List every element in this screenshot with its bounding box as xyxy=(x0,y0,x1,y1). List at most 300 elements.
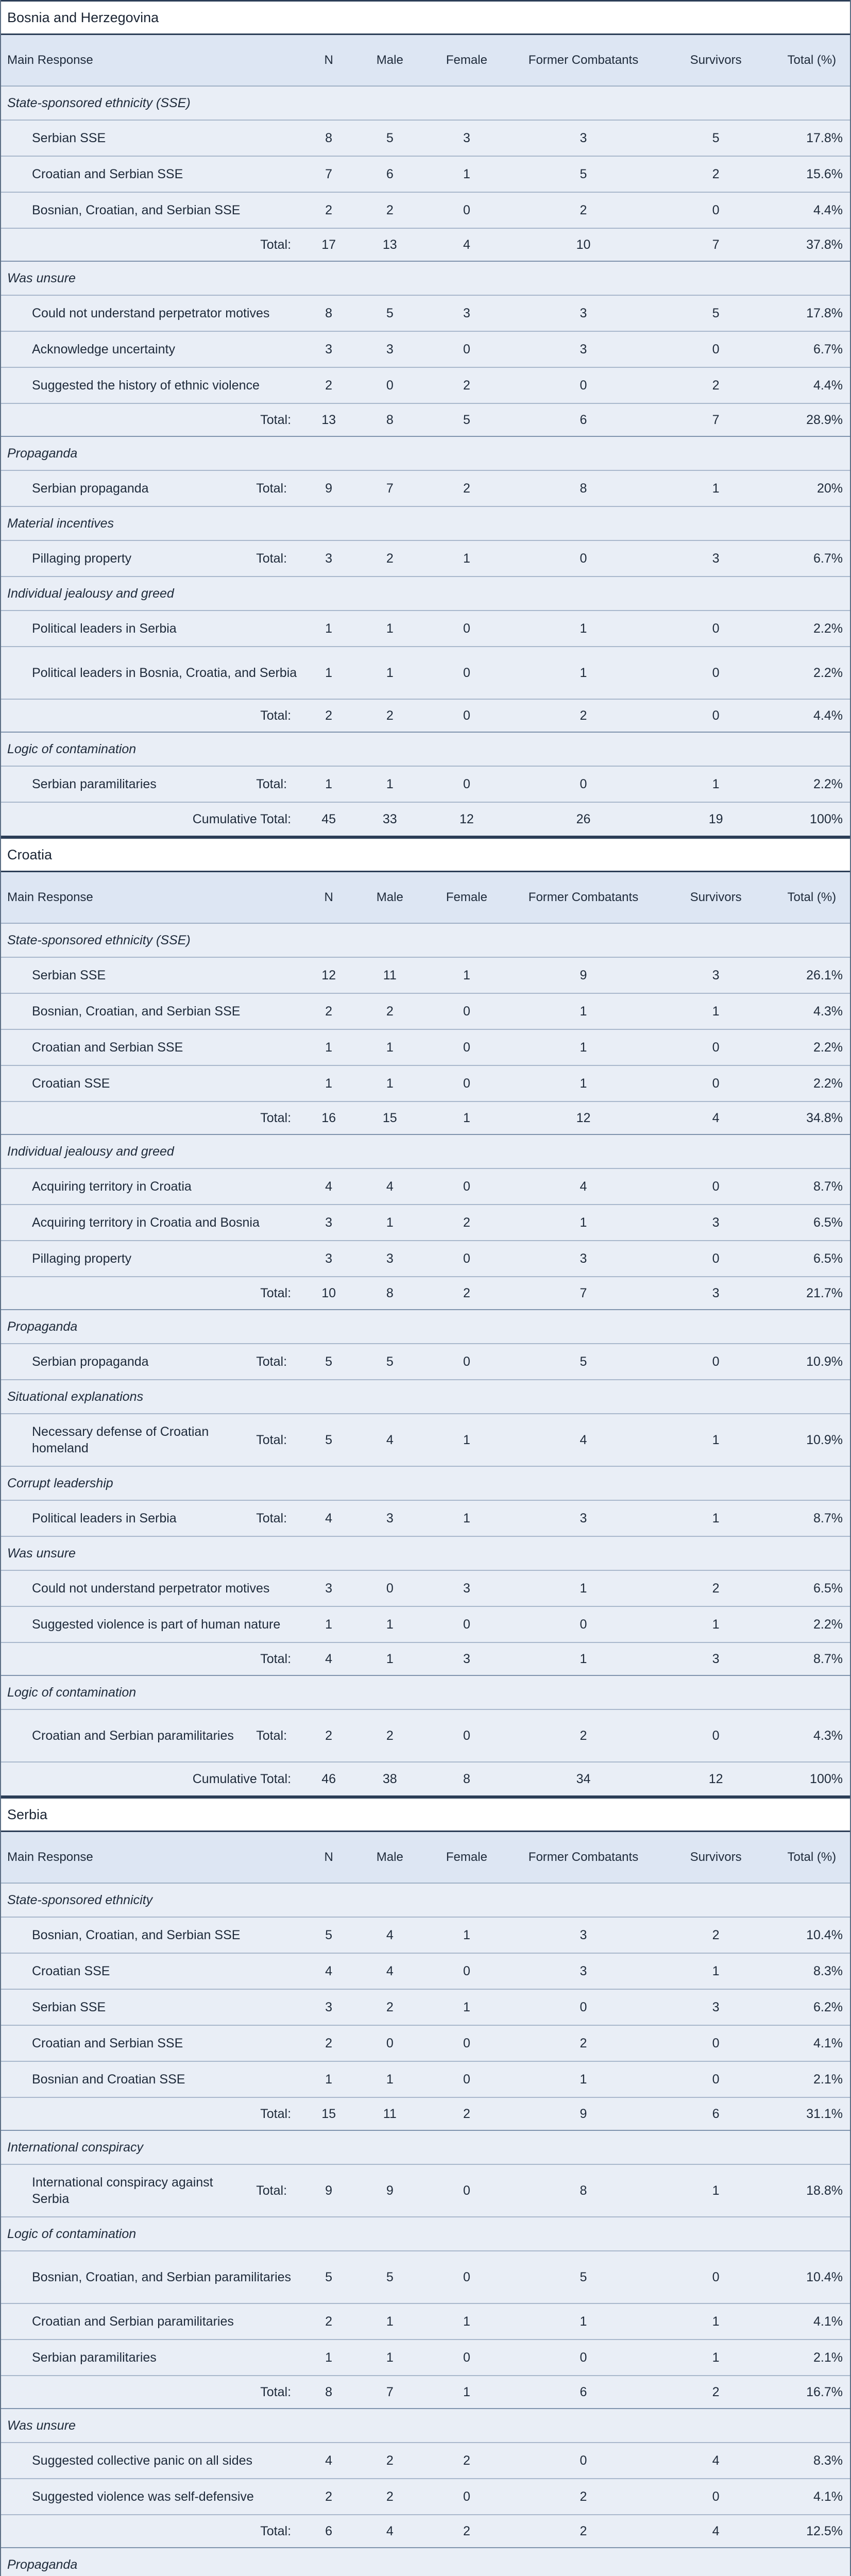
combatants-cell: 1 xyxy=(508,1570,658,1606)
table-row xyxy=(1,1500,850,1536)
cumulative-total-label: Cumulative Total: xyxy=(1,1762,302,1797)
male-cell: 1 xyxy=(355,611,424,647)
row-label: Bosnian, Croatian, and Serbian SSE xyxy=(1,993,302,1029)
combatants-cell: 0 xyxy=(508,2340,658,2376)
n-cell: 7 xyxy=(302,156,355,192)
male-cell: 2 xyxy=(355,1709,424,1762)
n-cell: 2 xyxy=(302,993,355,1029)
table-title: Croatia xyxy=(1,838,850,872)
total-label: Total: xyxy=(256,776,287,791)
table-row xyxy=(1,1065,850,1101)
combatants-cell: 4 xyxy=(508,1414,658,1466)
row-label xyxy=(1,1344,302,1380)
survivors-cell: 0 xyxy=(658,1344,774,1380)
table-row xyxy=(1,2303,850,2340)
female-cell: 8 xyxy=(424,1762,508,1797)
survivors-cell: 0 xyxy=(658,647,774,699)
male-cell: 4 xyxy=(355,1953,424,1989)
combatants-cell: 6 xyxy=(508,403,658,436)
female-cell: 0 xyxy=(424,1241,508,1277)
table-row xyxy=(1,2061,850,2097)
category-row xyxy=(1,1380,850,1414)
survivors-cell: 1 xyxy=(658,2164,774,2217)
male-cell: 6 xyxy=(355,156,424,192)
female-cell: 0 xyxy=(424,611,508,647)
survivors-cell: 1 xyxy=(658,470,774,506)
combatants-cell: 3 xyxy=(508,295,658,331)
pct-cell: 37.8% xyxy=(774,228,850,261)
female-cell: 0 xyxy=(424,2479,508,2515)
combatants-cell: 9 xyxy=(508,2097,658,2130)
total-label: Total: xyxy=(1,228,302,261)
combatants-cell: 5 xyxy=(508,2251,658,2303)
n-cell: 17 xyxy=(302,228,355,261)
pct-cell: 18.8% xyxy=(774,2164,850,2217)
pct-cell: 6.5% xyxy=(774,1570,850,1606)
male-cell: 13 xyxy=(355,228,424,261)
table-row xyxy=(1,2443,850,2479)
table-row xyxy=(1,1029,850,1065)
male-cell: 1 xyxy=(355,766,424,802)
category-row xyxy=(1,732,850,766)
n-cell: 3 xyxy=(302,540,355,577)
row-label: Suggested the history of ethnic violence xyxy=(1,367,302,403)
total-label: Total: xyxy=(256,1354,287,1369)
pct-cell: 2.1% xyxy=(774,2340,850,2376)
n-cell: 1 xyxy=(302,647,355,699)
survivors-cell: 1 xyxy=(658,1500,774,1536)
pct-cell: 16.7% xyxy=(774,2376,850,2409)
row-label: Suggested violence is part of human nature xyxy=(1,1606,302,1642)
total-label: Total: xyxy=(1,2376,302,2409)
male-cell: 4 xyxy=(355,1917,424,1953)
female-cell: 0 xyxy=(424,766,508,802)
column-header: Male xyxy=(355,872,424,924)
total-label: Total: xyxy=(1,1642,302,1675)
pct-cell: 12.5% xyxy=(774,2515,850,2548)
pct-cell: 2.2% xyxy=(774,647,850,699)
combatants-cell: 5 xyxy=(508,1344,658,1380)
male-cell: 1 xyxy=(355,1029,424,1065)
combatants-cell: 1 xyxy=(508,1205,658,1241)
survivors-cell: 2 xyxy=(658,1917,774,1953)
female-cell: 2 xyxy=(424,2097,508,2130)
survivors-cell: 4 xyxy=(658,2515,774,2548)
male-cell: 1 xyxy=(355,2340,424,2376)
combatants-cell: 5 xyxy=(508,156,658,192)
pct-cell: 8.3% xyxy=(774,2443,850,2479)
total-label: Total: xyxy=(1,1101,302,1134)
female-cell: 4 xyxy=(424,228,508,261)
pct-cell: 2.2% xyxy=(774,611,850,647)
column-header: Main Response xyxy=(1,1832,302,1884)
table-row xyxy=(1,1606,850,1642)
n-cell: 13 xyxy=(302,403,355,436)
category-row xyxy=(1,1883,850,1917)
pct-cell: 100% xyxy=(774,802,850,837)
table-row xyxy=(1,295,850,331)
row-label: Serbian SSE xyxy=(1,1989,302,2025)
n-cell: 2 xyxy=(302,192,355,228)
female-cell: 1 xyxy=(424,540,508,577)
pct-cell: 28.9% xyxy=(774,403,850,436)
country-table xyxy=(1,0,850,837)
female-cell: 3 xyxy=(424,295,508,331)
column-header: N xyxy=(302,1832,355,1884)
column-header: Former Combatants xyxy=(508,35,658,87)
n-cell: 9 xyxy=(302,470,355,506)
pct-cell: 17.8% xyxy=(774,120,850,156)
male-cell: 2 xyxy=(355,699,424,732)
combatants-cell: 8 xyxy=(508,470,658,506)
row-label: Croatian and Serbian paramilitaries xyxy=(1,2303,302,2340)
row-label: Serbian SSE xyxy=(1,957,302,993)
combatants-cell: 3 xyxy=(508,120,658,156)
column-header: Survivors xyxy=(658,1832,774,1884)
category-label: Corrupt leadership xyxy=(1,1466,850,1500)
female-cell: 0 xyxy=(424,1953,508,1989)
male-cell: 9 xyxy=(355,2164,424,2217)
row-label: Croatian and Serbian SSE xyxy=(1,2025,302,2061)
n-cell: 2 xyxy=(302,699,355,732)
table-row xyxy=(1,156,850,192)
male-cell: 5 xyxy=(355,120,424,156)
combatants-cell: 3 xyxy=(508,331,658,367)
female-cell: 0 xyxy=(424,1709,508,1762)
male-cell: 2 xyxy=(355,993,424,1029)
male-cell: 3 xyxy=(355,1500,424,1536)
combatants-cell: 8 xyxy=(508,2164,658,2217)
survivors-cell: 1 xyxy=(658,1606,774,1642)
survivors-cell: 1 xyxy=(658,2303,774,2340)
male-cell: 2 xyxy=(355,2479,424,2515)
table-row xyxy=(1,1709,850,1762)
combatants-cell: 10 xyxy=(508,228,658,261)
combatants-cell: 1 xyxy=(508,1065,658,1101)
female-cell: 2 xyxy=(424,470,508,506)
column-header: Female xyxy=(424,872,508,924)
category-row xyxy=(1,1466,850,1500)
survivors-cell: 0 xyxy=(658,699,774,732)
n-cell: 8 xyxy=(302,120,355,156)
row-label xyxy=(1,1414,302,1466)
subtotal-row xyxy=(1,228,850,261)
row-label-text: International conspiracy against Serbia xyxy=(32,2175,213,2206)
survivors-cell: 0 xyxy=(658,611,774,647)
pct-cell: 6.7% xyxy=(774,331,850,367)
combatants-cell: 34 xyxy=(508,1762,658,1797)
n-cell: 45 xyxy=(302,802,355,837)
table-row xyxy=(1,1344,850,1380)
pct-cell: 10.9% xyxy=(774,1414,850,1466)
category-row xyxy=(1,1536,850,1570)
country-table xyxy=(1,837,850,1797)
table-row xyxy=(1,1205,850,1241)
survivors-cell: 2 xyxy=(658,1570,774,1606)
table-row xyxy=(1,540,850,577)
cumulative-total-label: Cumulative Total: xyxy=(1,802,302,837)
male-cell: 2 xyxy=(355,2443,424,2479)
combatants-cell: 2 xyxy=(508,1709,658,1762)
male-cell: 38 xyxy=(355,1762,424,1797)
survivors-cell: 0 xyxy=(658,2025,774,2061)
survivors-cell: 7 xyxy=(658,228,774,261)
table-row xyxy=(1,1414,850,1466)
column-header: Former Combatants xyxy=(508,872,658,924)
pct-cell: 26.1% xyxy=(774,957,850,993)
row-label: Bosnian, Croatian, and Serbian SSE xyxy=(1,1917,302,1953)
male-cell: 11 xyxy=(355,957,424,993)
n-cell: 4 xyxy=(302,1168,355,1205)
female-cell: 1 xyxy=(424,156,508,192)
n-cell: 8 xyxy=(302,295,355,331)
row-label xyxy=(1,540,302,577)
row-label: Could not understand perpetrator motives xyxy=(1,295,302,331)
survivors-cell: 0 xyxy=(658,1168,774,1205)
combatants-cell: 3 xyxy=(508,1241,658,1277)
pct-cell: 4.4% xyxy=(774,699,850,732)
total-label: Total: xyxy=(256,1511,287,1526)
survivors-cell: 12 xyxy=(658,1762,774,1797)
pct-cell: 4.4% xyxy=(774,367,850,403)
row-label xyxy=(1,1709,302,1762)
female-cell: 0 xyxy=(424,2251,508,2303)
row-label-text: Serbian propaganda xyxy=(32,1354,149,1369)
column-header: Male xyxy=(355,1832,424,1884)
row-label xyxy=(1,1500,302,1536)
n-cell: 2 xyxy=(302,2025,355,2061)
combatants-cell: 1 xyxy=(508,1029,658,1065)
n-cell: 3 xyxy=(302,331,355,367)
n-cell: 5 xyxy=(302,1414,355,1466)
category-label: Was unsure xyxy=(1,261,850,295)
male-cell: 3 xyxy=(355,331,424,367)
pct-cell: 2.2% xyxy=(774,1029,850,1065)
survivors-cell: 3 xyxy=(658,540,774,577)
table-row xyxy=(1,2340,850,2376)
table-row xyxy=(1,2025,850,2061)
female-cell: 1 xyxy=(424,1414,508,1466)
survivors-cell: 0 xyxy=(658,1241,774,1277)
combatants-cell: 0 xyxy=(508,1989,658,2025)
pct-cell: 4.1% xyxy=(774,2479,850,2515)
combatants-cell: 2 xyxy=(508,192,658,228)
male-cell: 3 xyxy=(355,1241,424,1277)
table-row xyxy=(1,1989,850,2025)
total-label: Total: xyxy=(1,403,302,436)
combatants-cell: 6 xyxy=(508,2376,658,2409)
female-cell: 1 xyxy=(424,1101,508,1134)
total-label: Total: xyxy=(1,699,302,732)
subtotal-row xyxy=(1,1277,850,1310)
n-cell: 4 xyxy=(302,1953,355,1989)
row-label: Bosnian, Croatian, and Serbian paramilitaries xyxy=(1,2251,302,2303)
combatants-cell: 12 xyxy=(508,1101,658,1134)
combatants-cell: 7 xyxy=(508,1277,658,1310)
combatants-cell: 2 xyxy=(508,2515,658,2548)
survivors-cell: 2 xyxy=(658,367,774,403)
subtotal-row xyxy=(1,1642,850,1675)
subtotal-row xyxy=(1,2097,850,2130)
male-cell: 5 xyxy=(355,295,424,331)
female-cell: 1 xyxy=(424,1989,508,2025)
column-header: Female xyxy=(424,1832,508,1884)
survivors-cell: 0 xyxy=(658,2061,774,2097)
pct-cell: 8.7% xyxy=(774,1168,850,1205)
table-title: Bosnia and Herzegovina xyxy=(1,1,850,35)
row-label xyxy=(1,470,302,506)
survivors-cell: 19 xyxy=(658,802,774,837)
n-cell: 5 xyxy=(302,1917,355,1953)
female-cell: 0 xyxy=(424,993,508,1029)
pct-cell: 2.2% xyxy=(774,1606,850,1642)
survivors-cell: 4 xyxy=(658,2443,774,2479)
category-row xyxy=(1,86,850,120)
row-label: Serbian SSE xyxy=(1,120,302,156)
cumulative-total-row xyxy=(1,802,850,837)
total-label: Total: xyxy=(1,1277,302,1310)
survivors-cell: 1 xyxy=(658,2340,774,2376)
combatants-cell: 1 xyxy=(508,611,658,647)
country-table xyxy=(1,1797,850,2576)
male-cell: 0 xyxy=(355,2025,424,2061)
female-cell: 0 xyxy=(424,647,508,699)
header-row xyxy=(1,872,850,924)
combatants-cell: 3 xyxy=(508,1500,658,1536)
row-label: Serbian paramilitaries xyxy=(1,2340,302,2376)
row-label: Bosnian and Croatian SSE xyxy=(1,2061,302,2097)
row-label: Croatian SSE xyxy=(1,1953,302,1989)
table-row xyxy=(1,766,850,802)
male-cell: 7 xyxy=(355,470,424,506)
female-cell: 5 xyxy=(424,403,508,436)
n-cell: 1 xyxy=(302,2061,355,2097)
female-cell: 2 xyxy=(424,1205,508,1241)
category-row xyxy=(1,1310,850,1344)
table-row xyxy=(1,120,850,156)
table-row xyxy=(1,1953,850,1989)
female-cell: 0 xyxy=(424,2340,508,2376)
survivors-cell: 1 xyxy=(658,1414,774,1466)
column-header: Total (%) xyxy=(774,35,850,87)
category-label: Logic of contamination xyxy=(1,1675,850,1709)
pct-cell: 4.4% xyxy=(774,192,850,228)
total-label: Total: xyxy=(256,1432,287,1447)
combatants-cell: 0 xyxy=(508,540,658,577)
combatants-cell: 0 xyxy=(508,367,658,403)
category-label: State-sponsored ethnicity (SSE) xyxy=(1,923,850,957)
survivors-cell: 0 xyxy=(658,1709,774,1762)
n-cell: 5 xyxy=(302,2251,355,2303)
table-row xyxy=(1,611,850,647)
table-row xyxy=(1,1241,850,1277)
combatants-cell: 1 xyxy=(508,1642,658,1675)
column-header: Main Response xyxy=(1,35,302,87)
category-label: Was unsure xyxy=(1,2409,850,2443)
column-header: N xyxy=(302,35,355,87)
survivors-cell: 4 xyxy=(658,1101,774,1134)
combatants-cell: 1 xyxy=(508,647,658,699)
n-cell: 3 xyxy=(302,1205,355,1241)
total-label: Total: xyxy=(256,1728,287,1743)
column-header: Survivors xyxy=(658,35,774,87)
column-header: Total (%) xyxy=(774,872,850,924)
male-cell: 1 xyxy=(355,647,424,699)
row-label-text: Pillaging property xyxy=(32,551,132,566)
n-cell: 10 xyxy=(302,1277,355,1310)
male-cell: 0 xyxy=(355,1570,424,1606)
subtotal-row xyxy=(1,699,850,732)
pct-cell: 6.2% xyxy=(774,1989,850,2025)
category-row xyxy=(1,506,850,540)
survivors-cell: 0 xyxy=(658,1065,774,1101)
pct-cell: 10.4% xyxy=(774,2251,850,2303)
female-cell: 0 xyxy=(424,1168,508,1205)
category-label: Individual jealousy and greed xyxy=(1,577,850,611)
row-label-text: Serbian paramilitaries xyxy=(32,776,157,791)
pct-cell: 2.2% xyxy=(774,766,850,802)
category-row xyxy=(1,1134,850,1168)
pct-cell: 4.1% xyxy=(774,2303,850,2340)
row-label: Acknowledge uncertainty xyxy=(1,331,302,367)
category-label: Material incentives xyxy=(1,506,850,540)
male-cell: 1 xyxy=(355,1606,424,1642)
n-cell: 1 xyxy=(302,1065,355,1101)
male-cell: 5 xyxy=(355,1344,424,1380)
pct-cell: 34.8% xyxy=(774,1101,850,1134)
category-row xyxy=(1,2409,850,2443)
total-label: Total: xyxy=(1,2097,302,2130)
female-cell: 0 xyxy=(424,699,508,732)
subtotal-row xyxy=(1,2376,850,2409)
table-row xyxy=(1,2251,850,2303)
category-label: Propaganda xyxy=(1,1310,850,1344)
female-cell: 12 xyxy=(424,802,508,837)
female-cell: 0 xyxy=(424,2025,508,2061)
survivors-cell: 6 xyxy=(658,2097,774,2130)
female-cell: 0 xyxy=(424,1344,508,1380)
survivors-cell: 1 xyxy=(658,993,774,1029)
male-cell: 2 xyxy=(355,1989,424,2025)
male-cell: 4 xyxy=(355,2515,424,2548)
n-cell: 16 xyxy=(302,1101,355,1134)
category-label: Logic of contamination xyxy=(1,732,850,766)
male-cell: 1 xyxy=(355,2303,424,2340)
row-label: Croatian SSE xyxy=(1,1065,302,1101)
column-header: Total (%) xyxy=(774,1832,850,1884)
pct-cell: 8.3% xyxy=(774,1953,850,1989)
n-cell: 3 xyxy=(302,1241,355,1277)
row-label: Acquiring territory in Croatia and Bosnia xyxy=(1,1205,302,1241)
combatants-cell: 1 xyxy=(508,2061,658,2097)
pct-cell: 6.5% xyxy=(774,1205,850,1241)
row-label: Bosnian, Croatian, and Serbian SSE xyxy=(1,192,302,228)
pct-cell: 31.1% xyxy=(774,2097,850,2130)
header-row xyxy=(1,35,850,87)
pct-cell: 6.5% xyxy=(774,1241,850,1277)
combatants-cell: 3 xyxy=(508,1953,658,1989)
subtotal-row xyxy=(1,2515,850,2548)
combatants-cell: 4 xyxy=(508,1168,658,1205)
male-cell: 5 xyxy=(355,2251,424,2303)
survivors-cell: 3 xyxy=(658,1277,774,1310)
survivors-cell: 3 xyxy=(658,1205,774,1241)
pct-cell: 8.7% xyxy=(774,1500,850,1536)
pct-cell: 6.7% xyxy=(774,540,850,577)
total-label: Total: xyxy=(256,551,287,566)
n-cell: 46 xyxy=(302,1762,355,1797)
female-cell: 0 xyxy=(424,331,508,367)
